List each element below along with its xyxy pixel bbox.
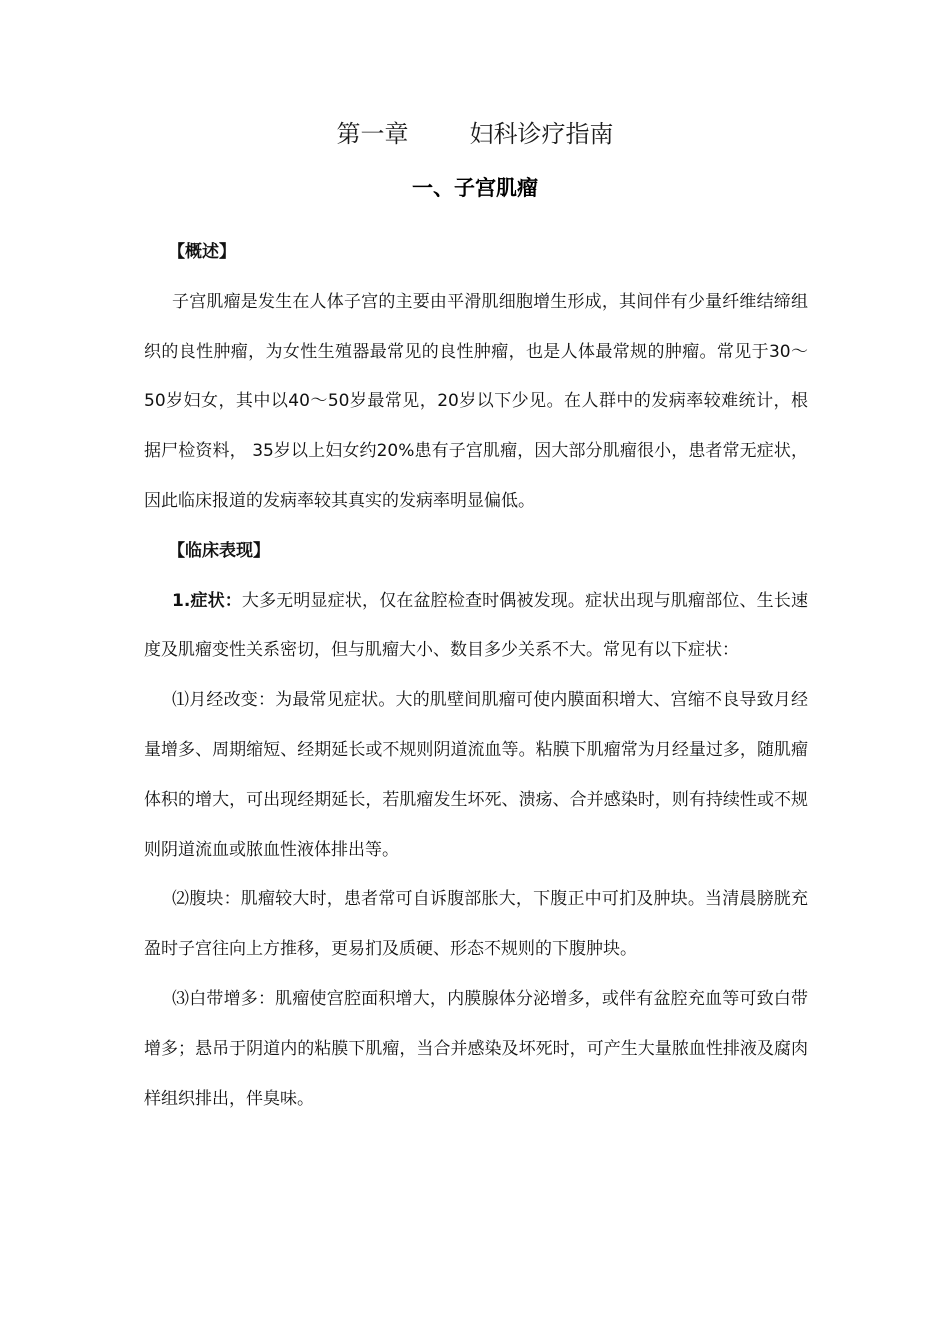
overview-paragraph: 子宫肌瘤是发生在人体子宫的主要由平滑肌细胞增生形成，其间伴有少量纤维结缔组织的良性肿瘤，为女性生殖器最常见的良性肿瘤，也是人体最常规的肿瘤。常见于30～50岁妇女，其中以40～50岁最常见，20岁以下少见。在人群中的发病率较难统计，根据尸检资料， 35岁以上妇女约20%患有子宫肌瘤，因大部分肌瘤很小，患者常无症状，因此临床报道的发病率较其真实的发病率明显偏低。 bbox=[144, 291, 808, 511]
symptoms-paragraph bbox=[144, 577, 808, 677]
symptoms-label: 1.症状： bbox=[172, 590, 242, 611]
chapter-title: 第一章 妇科诊疗指南 bbox=[336, 120, 614, 148]
section-title: 一、子宫肌瘤 bbox=[412, 176, 538, 200]
clinical-heading: 【临床表现】 bbox=[168, 540, 270, 561]
symptom-item-abdominal-mass: ⑵腹块：肌瘤较大时，患者常可自诉腹部胀大，下腹正中可扪及肿块。当清晨膀胱充盈时子宫往向上方推移，更易扪及质硬、形态不规则的下腹肿块。 bbox=[144, 889, 808, 960]
symptom-item-leukorrhea: ⑶白带增多：肌瘤使宫腔面积增大，内膜腺体分泌增多，或伴有盆腔充血等可致白带增多；悬吊于阴道内的粘膜下肌瘤，当合并感染及坏死时，可产生大量脓血性排液及腐肉样组织排出，伴臭味。 bbox=[144, 988, 808, 1109]
symptom-item-menstrual: ⑴月经改变：为最常见症状。大的肌壁间肌瘤可使内膜面积增大、宫缩不良导致月经量增多、周期缩短、经期延长或不规则阴道流血等。粘膜下肌瘤常为月经量过多，随肌瘤体积的增大，可出现经期延长，若肌瘤发生坏死、溃疡、合并感染时，则有持续性或不规则阴道流血或脓血性液体排出等。 bbox=[144, 690, 808, 860]
overview-heading: 【概述】 bbox=[168, 242, 236, 262]
symptoms-text: 大多无明显症状，仅在盆腔检查时偶被发现。症状出现与肌瘤部位、生长速度及肌瘤变性关系密切，但与肌瘤大小、数目多少关系不大。常见有以下症状： bbox=[144, 590, 808, 661]
document-body bbox=[144, 228, 808, 1124]
